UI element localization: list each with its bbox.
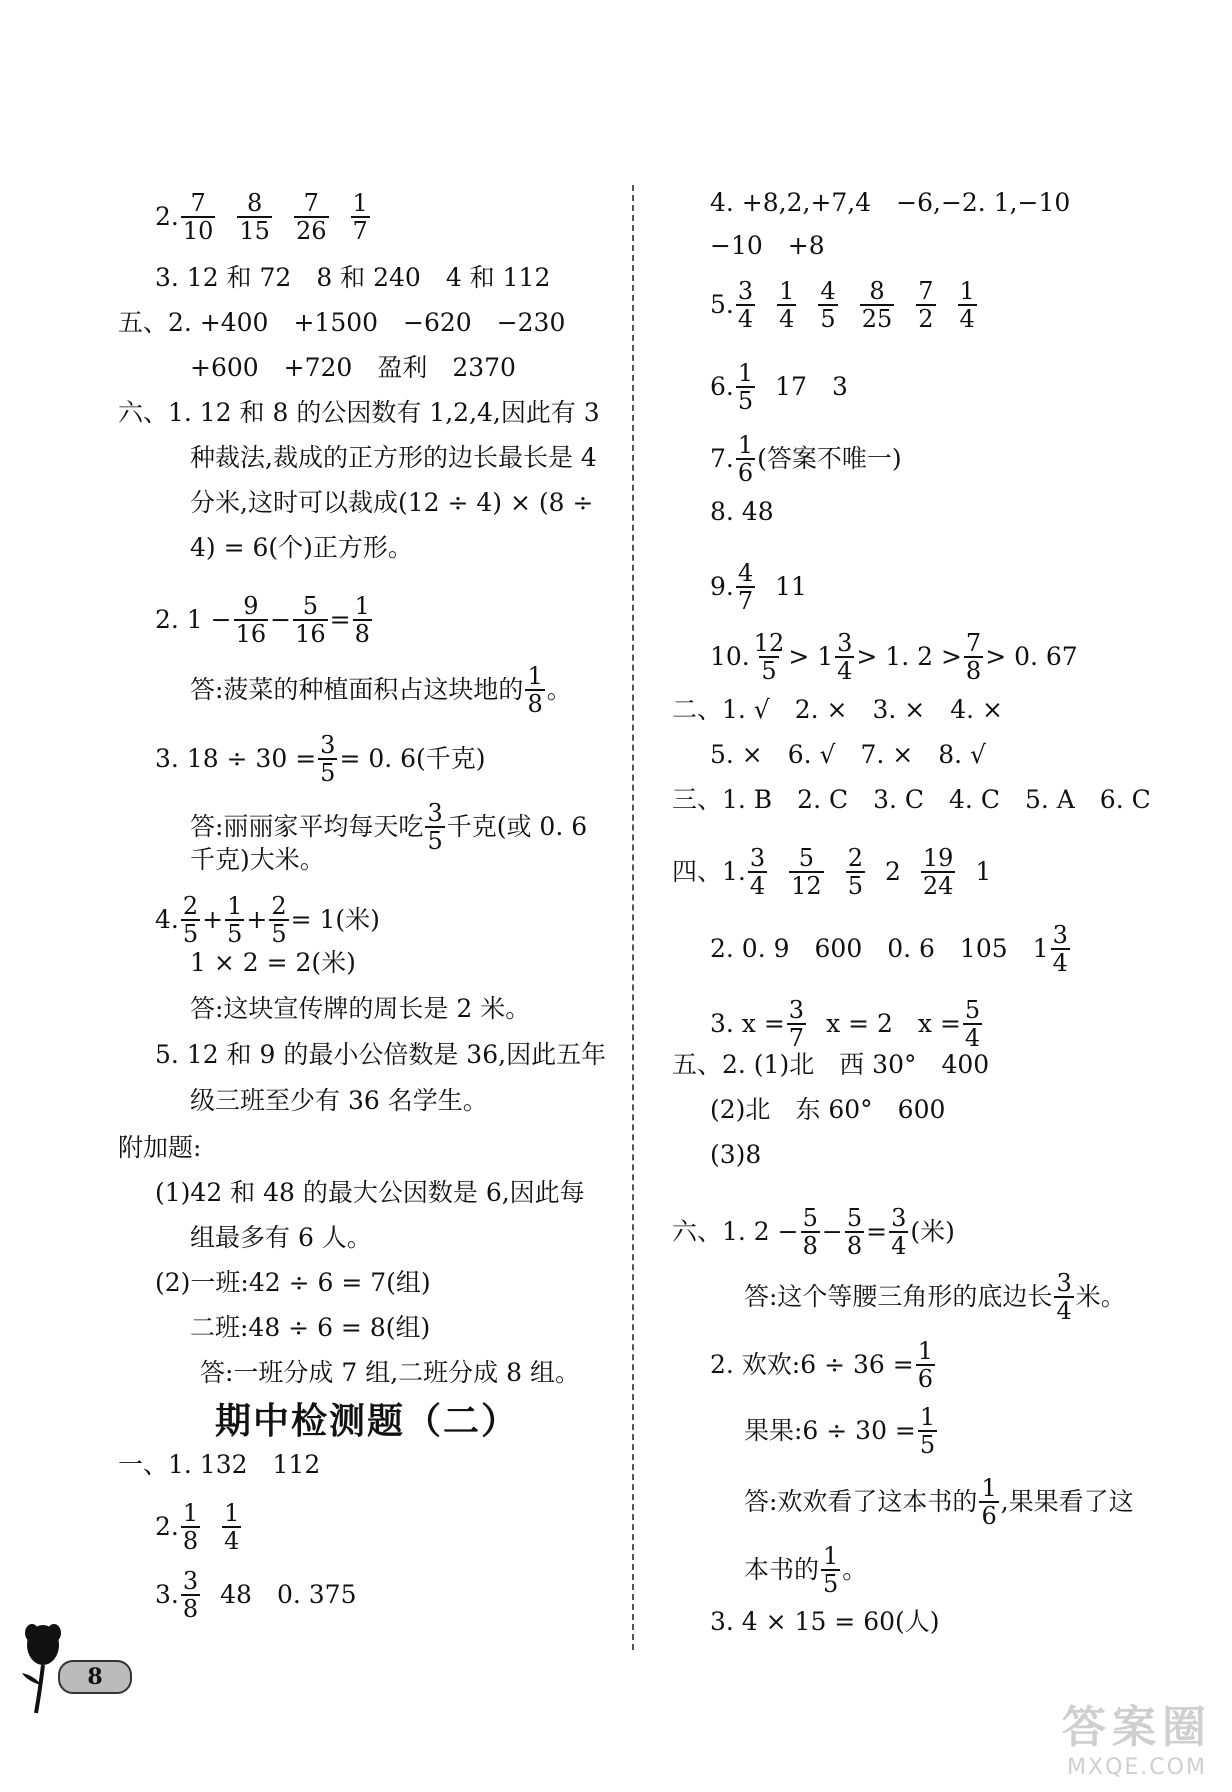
numerator: 4 xyxy=(820,277,836,305)
denominator: 8 xyxy=(965,657,982,685)
denominator: 25 xyxy=(861,305,893,333)
numerator: 3 xyxy=(788,996,805,1024)
numerator: 1 xyxy=(527,662,543,690)
text: 2. 1 − xyxy=(155,605,232,634)
numerator: 1 xyxy=(823,1542,839,1570)
right-line-14 xyxy=(710,997,984,1051)
numerator: 2 xyxy=(271,892,287,920)
denominator: 5 xyxy=(182,920,199,948)
numerator: 4 xyxy=(737,559,754,587)
text: > 1 xyxy=(788,642,834,671)
denominator: 7 xyxy=(737,587,754,615)
denominator: 6 xyxy=(737,459,754,487)
fraction xyxy=(818,278,837,332)
numerator: 3 xyxy=(427,799,443,827)
left-line-16: 答:这块宣传牌的周长是 2 米。 xyxy=(190,994,531,1023)
fraction xyxy=(736,360,755,414)
fraction xyxy=(736,432,755,486)
fraction xyxy=(293,593,328,647)
text: x = 2 x = xyxy=(826,1009,961,1038)
left-line-7: 分米,这时可以裁成(12 ÷ 4) × (8 ÷ xyxy=(190,488,594,517)
numerator: 5 xyxy=(846,1204,863,1232)
right-line-22 xyxy=(744,1475,1134,1529)
fraction xyxy=(821,1543,840,1597)
denominator: 4 xyxy=(1056,1297,1072,1325)
left-line-4: +600 +720 盈利 2370 xyxy=(190,353,516,382)
left-line-18: 级三班至少有 36 名学生。 xyxy=(190,1086,488,1115)
numerator: 7 xyxy=(190,189,206,217)
text: = xyxy=(329,605,351,634)
text: 本书的 xyxy=(744,1555,820,1584)
fraction xyxy=(845,1205,864,1259)
fraction xyxy=(979,1475,998,1529)
denominator: 8 xyxy=(802,1232,818,1260)
fraction xyxy=(181,1500,200,1554)
denominator: 8 xyxy=(527,690,543,718)
fraction xyxy=(269,893,288,947)
right-line-16: (2)北 东 60° 600 xyxy=(710,1095,946,1124)
text: 果果:6 ÷ 30 = xyxy=(744,1416,916,1445)
numerator: 3 xyxy=(749,844,766,872)
page-number: 8 xyxy=(58,1660,132,1694)
numerator: 7 xyxy=(918,277,934,305)
text: − xyxy=(270,605,292,634)
left-line-24: 答:一班分成 7 组,二班分成 8 组。 xyxy=(200,1358,580,1387)
denominator: 5 xyxy=(737,387,754,415)
right-line-8 xyxy=(710,630,1078,684)
fraction xyxy=(921,845,956,899)
fraction xyxy=(777,278,796,332)
left-line-6: 种裁法,裁成的正方形的边长最长是 4 xyxy=(190,443,597,472)
fraction xyxy=(234,593,269,647)
item-label: 9. xyxy=(710,572,734,601)
numerator: 1 xyxy=(227,892,243,920)
denominator: 10 xyxy=(182,217,214,245)
right-line-4 xyxy=(710,360,848,414)
right-line-2: −10 +8 xyxy=(710,231,825,260)
text: = xyxy=(866,1217,888,1246)
text: 千克(或 0. 6 xyxy=(446,812,588,841)
denominator: 4 xyxy=(1052,949,1068,977)
fraction xyxy=(525,663,544,717)
right-line-9: 二、1. √ 2. × 3. × 4. × xyxy=(672,695,1003,724)
item-label: 四、1. xyxy=(672,857,746,886)
fraction xyxy=(918,1404,937,1458)
left-line-22: (2)一班:42 ÷ 6 = 7(组) xyxy=(155,1268,431,1297)
right-line-6: 8. 48 xyxy=(710,497,774,526)
text: − xyxy=(821,1217,843,1246)
left-line-11 xyxy=(155,732,486,786)
text: 11 xyxy=(775,572,807,601)
fraction xyxy=(318,732,337,786)
text: 答:丽丽家平均每天吃 xyxy=(190,812,424,841)
fraction xyxy=(958,278,977,332)
denominator: 8 xyxy=(846,1232,863,1260)
denominator: 4 xyxy=(964,1024,981,1052)
denominator: 7 xyxy=(352,217,368,245)
fraction xyxy=(222,1500,241,1554)
text: 。 xyxy=(842,1555,868,1584)
fraction xyxy=(801,1205,820,1259)
denominator: 16 xyxy=(235,620,267,648)
denominator: 4 xyxy=(749,872,766,900)
fraction xyxy=(846,845,865,899)
right-line-19 xyxy=(744,1270,1126,1324)
text: + xyxy=(246,905,268,934)
numerator: 1 xyxy=(959,277,975,305)
numerator: 7 xyxy=(303,189,319,217)
text: 2. 欢欢:6 ÷ 36 = xyxy=(710,1350,914,1379)
numerator: 1 xyxy=(354,592,370,620)
denominator: 8 xyxy=(182,1527,199,1555)
right-line-12 xyxy=(672,845,991,899)
numerator: 1 xyxy=(224,1499,240,1527)
numerator: 3 xyxy=(837,629,853,657)
fraction xyxy=(916,278,935,332)
left-line-17: 5. 12 和 9 的最小公倍数是 36,因此五年 xyxy=(155,1040,607,1069)
fraction xyxy=(752,630,787,684)
denominator: 4 xyxy=(779,305,795,333)
text: 4. xyxy=(155,905,179,934)
text: = 1(米) xyxy=(290,905,380,934)
denominator: 6 xyxy=(917,1365,933,1393)
text: 17 3 xyxy=(775,372,848,401)
text: > 1. 2 > xyxy=(856,642,962,671)
numerator: 1 xyxy=(779,277,795,305)
text: 48 0. 375 xyxy=(220,1580,357,1609)
left-line-27 xyxy=(155,1568,356,1622)
item-label: 3. xyxy=(155,1580,179,1609)
item-label: 6. xyxy=(710,372,734,401)
denominator: 5 xyxy=(823,1570,839,1598)
denominator: 4 xyxy=(737,305,754,333)
fraction xyxy=(789,845,824,899)
right-line-3 xyxy=(710,278,979,332)
left-line-19: 附加题: xyxy=(118,1133,202,1162)
text: > 0. 67 xyxy=(985,642,1078,671)
item-label: 10. xyxy=(710,642,750,671)
denominator: 6 xyxy=(981,1502,997,1530)
numerator: 2 xyxy=(182,892,199,920)
fraction xyxy=(860,278,895,332)
numerator: 3 xyxy=(737,277,754,305)
left-line-23: 二班:48 ÷ 6 = 8(组) xyxy=(190,1313,431,1342)
text: (米) xyxy=(910,1217,955,1246)
denominator: 12 xyxy=(791,872,822,900)
right-line-15: 五、2. (1)北 西 30° 400 xyxy=(672,1050,990,1079)
left-line-3: 五、2. +400 +1500 −620 −230 xyxy=(118,308,566,337)
right-line-1: 4. +8,2,+7,4 −6,−2. 1,−10 xyxy=(710,188,1071,217)
text: 3. 18 ÷ 30 = xyxy=(155,744,317,773)
watermark-logo: 答案圈 xyxy=(1062,1702,1212,1753)
right-line-7 xyxy=(710,560,807,614)
numerator: 1 xyxy=(737,359,754,387)
denominator: 5 xyxy=(919,1431,936,1459)
left-line-5: 六、1. 12 和 8 的公因数有 1,2,4,因此有 3 xyxy=(118,398,600,427)
right-line-10: 5. × 6. √ 7. × 8. √ xyxy=(710,740,986,769)
fraction xyxy=(225,893,244,947)
left-line-25: 一、1. 132 112 xyxy=(118,1450,321,1479)
fraction xyxy=(916,1338,935,1392)
numerator: 5 xyxy=(798,844,815,872)
numerator: 1 xyxy=(919,1403,936,1431)
denominator: 2 xyxy=(918,305,934,333)
fraction xyxy=(835,630,854,684)
fraction xyxy=(964,630,983,684)
denominator: 5 xyxy=(427,827,443,855)
numerator: 1 xyxy=(981,1474,997,1502)
numerator: 3 xyxy=(182,1567,199,1595)
left-line-2: 3. 12 和 72 8 和 240 4 和 112 xyxy=(155,263,551,292)
item-label: 2. xyxy=(155,202,179,231)
text: 米。 xyxy=(1075,1282,1126,1311)
left-line-26 xyxy=(155,1500,243,1554)
numerator: 3 xyxy=(1052,921,1068,949)
right-line-21 xyxy=(744,1404,939,1458)
fraction xyxy=(181,190,216,244)
text: 3. x = xyxy=(710,1009,785,1038)
text: = 0. 6(千克) xyxy=(339,744,486,773)
denominator: 5 xyxy=(761,657,777,685)
denominator: 5 xyxy=(320,759,336,787)
fraction xyxy=(425,800,444,854)
text: (答案不唯一) xyxy=(757,444,902,473)
denominator: 4 xyxy=(891,1232,907,1260)
fraction xyxy=(181,893,200,947)
denominator: 24 xyxy=(922,872,954,900)
numerator: 2 xyxy=(847,844,863,872)
numerator: 19 xyxy=(922,844,954,872)
right-line-20 xyxy=(710,1338,937,1392)
right-line-13 xyxy=(710,922,1072,976)
numerator: 5 xyxy=(964,996,981,1024)
fraction xyxy=(181,1568,200,1622)
fraction xyxy=(963,997,982,1051)
denominator: 5 xyxy=(227,920,243,948)
fraction xyxy=(237,190,272,244)
fraction xyxy=(351,190,370,244)
right-line-23 xyxy=(744,1543,867,1597)
text: + xyxy=(202,905,224,934)
left-line-10 xyxy=(190,663,572,717)
item-label: 2. xyxy=(155,1512,179,1541)
left-line-9 xyxy=(155,593,374,647)
left-line-1 xyxy=(155,190,372,244)
left-line-21: 组最多有 6 人。 xyxy=(190,1223,372,1252)
numerator: 3 xyxy=(1056,1269,1072,1297)
left-line-15: 1 × 2 = 2(米) xyxy=(190,948,356,977)
numerator: 3 xyxy=(891,1204,907,1232)
fraction xyxy=(748,845,767,899)
denominator: 4 xyxy=(837,657,853,685)
numerator: 9 xyxy=(243,592,259,620)
item-label: 5. xyxy=(710,290,734,319)
fraction xyxy=(353,593,372,647)
text: 2. 0. 9 600 0. 6 105 1 xyxy=(710,934,1049,963)
text: 六、1. 2 − xyxy=(672,1217,799,1246)
watermark-url: MXQE.COM xyxy=(1067,1755,1207,1780)
left-line-13: 千克)大米。 xyxy=(190,845,325,874)
fraction xyxy=(1054,1270,1073,1324)
watermark xyxy=(1062,1691,1212,1780)
section-title: 期中检测题（二） xyxy=(215,1401,520,1442)
right-line-5 xyxy=(710,432,902,486)
left-line-20: (1)42 和 48 的最大公因数是 6,因此每 xyxy=(155,1178,585,1207)
numerator: 12 xyxy=(753,629,785,657)
fraction xyxy=(294,190,329,244)
denominator: 4 xyxy=(959,305,975,333)
right-line-24: 3. 4 × 15 = 60(人) xyxy=(710,1607,940,1636)
text: 1 xyxy=(975,857,992,886)
text: 2 xyxy=(884,857,901,886)
numerator: 1 xyxy=(917,1337,933,1365)
text: 答:菠菜的种植面积占这块地的 xyxy=(190,675,524,704)
denominator: 8 xyxy=(182,1595,199,1623)
left-line-14 xyxy=(155,893,380,947)
right-line-17: (3)8 xyxy=(710,1140,762,1169)
denominator: 26 xyxy=(295,217,327,245)
fraction xyxy=(889,1205,908,1259)
right-line-18 xyxy=(672,1205,955,1259)
numerator: 5 xyxy=(802,1204,818,1232)
fraction xyxy=(1051,922,1070,976)
denominator: 5 xyxy=(271,920,287,948)
fraction xyxy=(736,278,755,332)
numerator: 1 xyxy=(737,431,754,459)
numerator: 1 xyxy=(352,189,368,217)
column-divider xyxy=(632,185,634,1650)
denominator: 7 xyxy=(788,1024,805,1052)
text: 。 xyxy=(546,675,572,704)
fraction xyxy=(736,560,755,614)
numerator: 1 xyxy=(182,1499,199,1527)
text: 答:这个等腰三角形的底边长 xyxy=(744,1282,1053,1311)
item-label: 7. xyxy=(710,444,734,473)
right-line-11: 三、1. B 2. C 3. C 4. C 5. A 6. C xyxy=(672,785,1151,814)
numerator: 8 xyxy=(247,189,263,217)
denominator: 5 xyxy=(820,305,836,333)
text: ,果果看了这 xyxy=(1000,1487,1134,1516)
numerator: 7 xyxy=(965,629,982,657)
text: 答:欢欢看了这本书的 xyxy=(744,1487,978,1516)
denominator: 15 xyxy=(239,217,270,245)
numerator: 8 xyxy=(869,277,885,305)
left-line-8: 4) = 6(个)正方形。 xyxy=(190,533,413,562)
denominator: 4 xyxy=(224,1527,240,1555)
fraction xyxy=(787,997,806,1051)
numerator: 5 xyxy=(302,592,319,620)
numerator: 3 xyxy=(320,731,336,759)
denominator: 5 xyxy=(847,872,863,900)
denominator: 16 xyxy=(295,620,326,648)
denominator: 8 xyxy=(354,620,370,648)
